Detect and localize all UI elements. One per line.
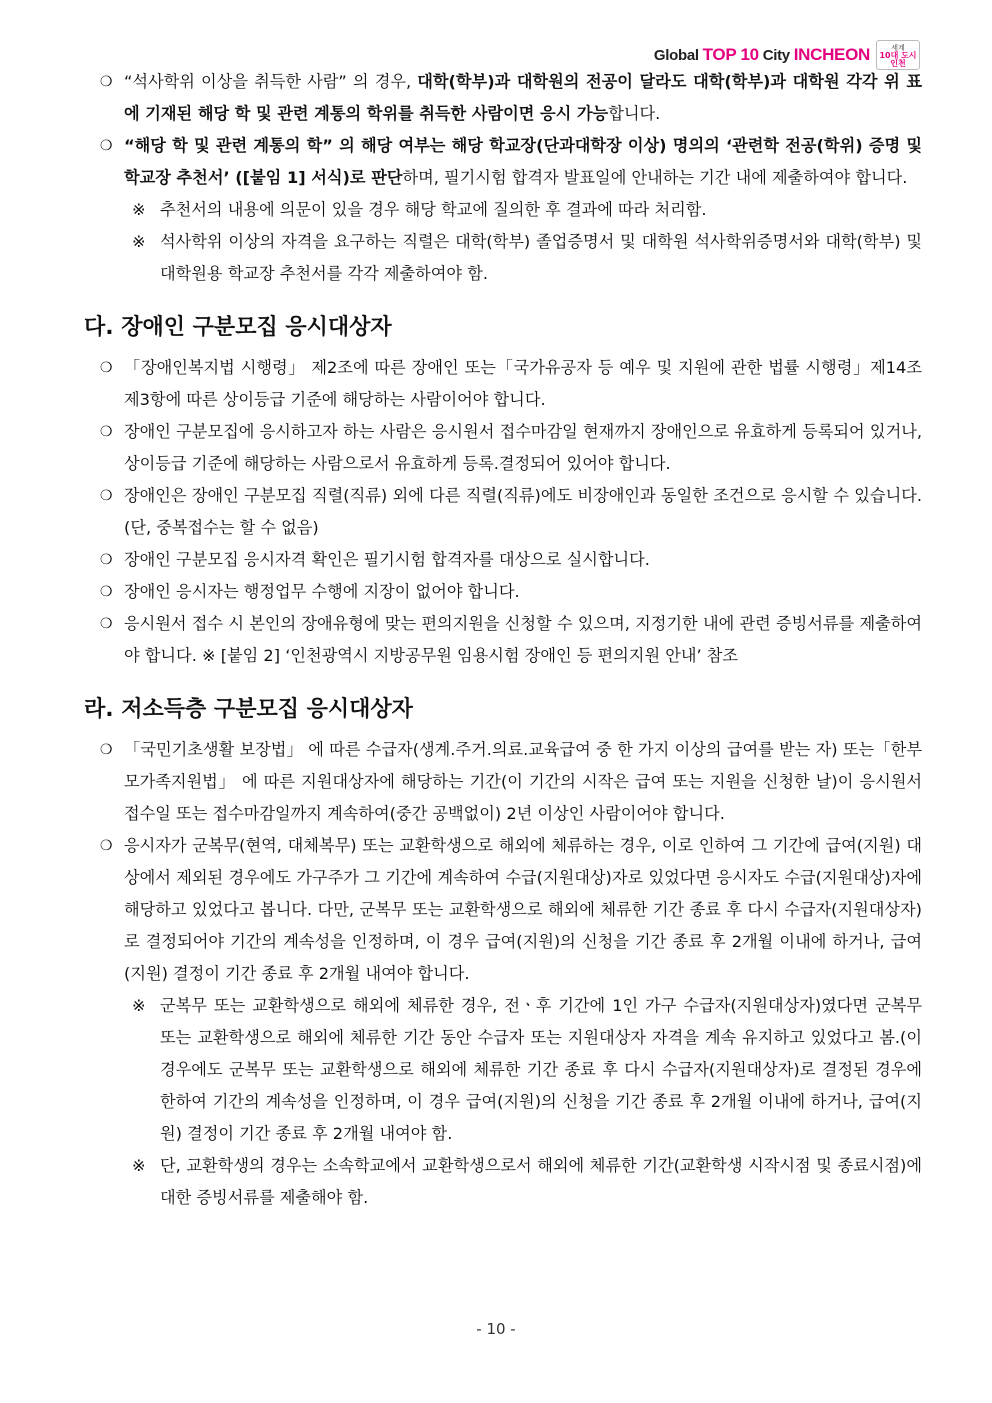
- badge-line1: 세계: [891, 44, 905, 52]
- section-heading-disabled: 다. 장애인 구분모집 응시대상자: [84, 315, 392, 340]
- section-heading-low-income: 라. 저소득층 구분모집 응시대상자: [84, 697, 413, 722]
- list-item: ❍ 장애인 구분모집 응시자격 확인은 필기시험 합격자를 대상으로 실시합니다.: [96, 544, 922, 576]
- logo-incheon: INCHEON: [793, 45, 870, 64]
- logo-city: City: [762, 47, 790, 64]
- badge-line2: 10대 도시: [879, 51, 917, 60]
- note-mark: ※: [132, 200, 146, 219]
- note-mark: ※: [132, 996, 146, 1015]
- document-body: [84, 66, 922, 1214]
- intro-note-1: [96, 194, 922, 226]
- note-mark: ※: [132, 1156, 146, 1175]
- logo-top10: TOP 10: [702, 45, 759, 64]
- note-item: [96, 1150, 922, 1214]
- note-text: 추천서의 내용에 의문이 있을 경우 해당 학교에 질의한 후 결과에 따라 처리함.: [160, 200, 707, 219]
- bullet-bold-text: “해당 학 및 관련 계통의 학” 의 해당 여부는 해당 학교장(단과대학장 이상) 명의의 ‘관련학 전공(학위) 증명 및 학교장 추천서’ ([붙임 1] 서식)로 판단: [124, 136, 922, 187]
- note-text: 석사학위 이상의 자격을 요구하는 직렬은 대학(학부) 졸업증명서 및 대학원 석사학위증명서와 대학(학부) 및 대학원용 학교장 추천서를 각각 제출하여야 함.: [160, 232, 922, 283]
- intro-bullet-1: [96, 66, 922, 130]
- page-number: - 10 -: [476, 1320, 516, 1338]
- note-mark: ※: [132, 232, 146, 251]
- list-item: ❍ 「국민기초생활 보장법」 에 따른 수급자(생계.주거.의료.교육급여 중 한 가지 이상의 급여를 받는 자) 또는「한부모가족지원법」 에 따른 지원대상자에 해당하는 기간(이 기간의 시작은 급여 또는 지원을 신청한 날)이 응시원서 접수일 또는 접수마감일까지 계속하여(중간 공백없이) 2년 이상인 사람이어야 합니다.: [96, 734, 922, 830]
- list-item: ❍ 응시자가 군복무(현역, 대체복무) 또는 교환학생으로 해외에 체류하는 경우, 이로 인하여 그 기간에 급여(지원) 대상에서 제외된 경우에도 가구주가 그 기간에 계속하여 수급(지원대상)자로 있었다면 응시자도 수급(지원대상)자에 해당하고 있었다고 봅니다. 다만, 군복무 또는 교환학생으로 해외에 체류한 기간 종료 후 다시 수급자(지원대상자)로 결정되어야 기간의 계속성을 인정하며, 이 경우 급여(지원)의 신청을 기간 종료 후 2개월 이내에 하거나, 급여(지원) 결정이 기간 종료 후 2개월 내여야 합니다.: [96, 830, 922, 990]
- note-text: 군복무 또는 교환학생으로 해외에 체류한 경우, 전ㆍ후 기간에 1인 가구 수급자(지원대상자)였다면 군복무 또는 교환학생으로 해외에 체류한 기간 동안 수급자 또는 지원대상자 자격을 계속 유지하고 있었다고 봄.(이 경우에도 군복무 또는 교환학생으로 해외에 체류한 기간 종료 후 다시 수급자(지원대상자)로 결정된 경우에 한하여 기간의 계속성을 인정하며, 이 경우 급여(지원)의 신청을 기간 종료 후 2개월 이내에 하거나, 급여(지원) 결정이 기간 종료 후 2개월 내여야 함.: [160, 996, 922, 1143]
- list-item: ❍ 장애인 응시자는 행정업무 수행에 지장이 없어야 합니다.: [96, 576, 922, 608]
- list-item: ❍ 「장애인복지법 시행령」 제2조에 따른 장애인 또는「국가유공자 등 예우 및 지원에 관한 법률 시행령」제14조제3항에 따른 상이등급 기준에 해당하는 사람이어야 합니다.: [96, 352, 922, 416]
- intro-note-2: [96, 226, 922, 290]
- bullet-text: “석사학위 이상을 취득한 사람” 의 경우,: [124, 72, 418, 91]
- logo-global: Global: [653, 47, 699, 64]
- list-item: ❍ 장애인은 장애인 구분모집 직렬(직류) 외에 다른 직렬(직류)에도 비장애인과 동일한 조건으로 응시할 수 있습니다.(단, 중복접수는 할 수 없음): [96, 480, 922, 544]
- bullet-bold-text: 대학(학부)과 대학원의 전공이 달라도 대학(학부)과 대학원 각각 위 표에 기재된 해당 학 및 관련 계통의 학위를 취득한 사람이면 응시 가능: [124, 72, 922, 123]
- list-item: ❍ 장애인 구분모집에 응시하고자 하는 사람은 응시원서 접수마감일 현재까지 장애인으로 유효하게 등록되어 있거나, 상이등급 기준에 해당하는 사람으로서 유효하게 등록.결정되어 있어야 합니다.: [96, 416, 922, 480]
- intro-bullet-2: [96, 130, 922, 194]
- logo-wordmark: [654, 45, 870, 65]
- list-item: ❍ 응시원서 접수 시 본인의 장애유형에 맞는 편의지원을 신청할 수 있으며, 지정기한 내에 관련 증빙서류를 제출하여야 합니다. ※ [붙임 2] ‘인천광역시 지방공무원 임용시험 장애인 등 편의지원 안내’ 참조: [96, 608, 922, 672]
- bullet-text: 합니다.: [608, 104, 661, 123]
- bullet-text: 하며, 필기시험 합격자 발표일에 안내하는 기간 내에 제출하여야 합니다.: [402, 168, 908, 187]
- note-text: 단, 교환학생의 경우는 소속학교에서 교환학생으로서 해외에 체류한 기간(교환학생 시작시점 및 종료시점)에 대한 증빙서류를 제출해야 함.: [160, 1156, 922, 1207]
- badge-line3: 인천: [890, 59, 906, 68]
- note-item: [96, 990, 922, 1150]
